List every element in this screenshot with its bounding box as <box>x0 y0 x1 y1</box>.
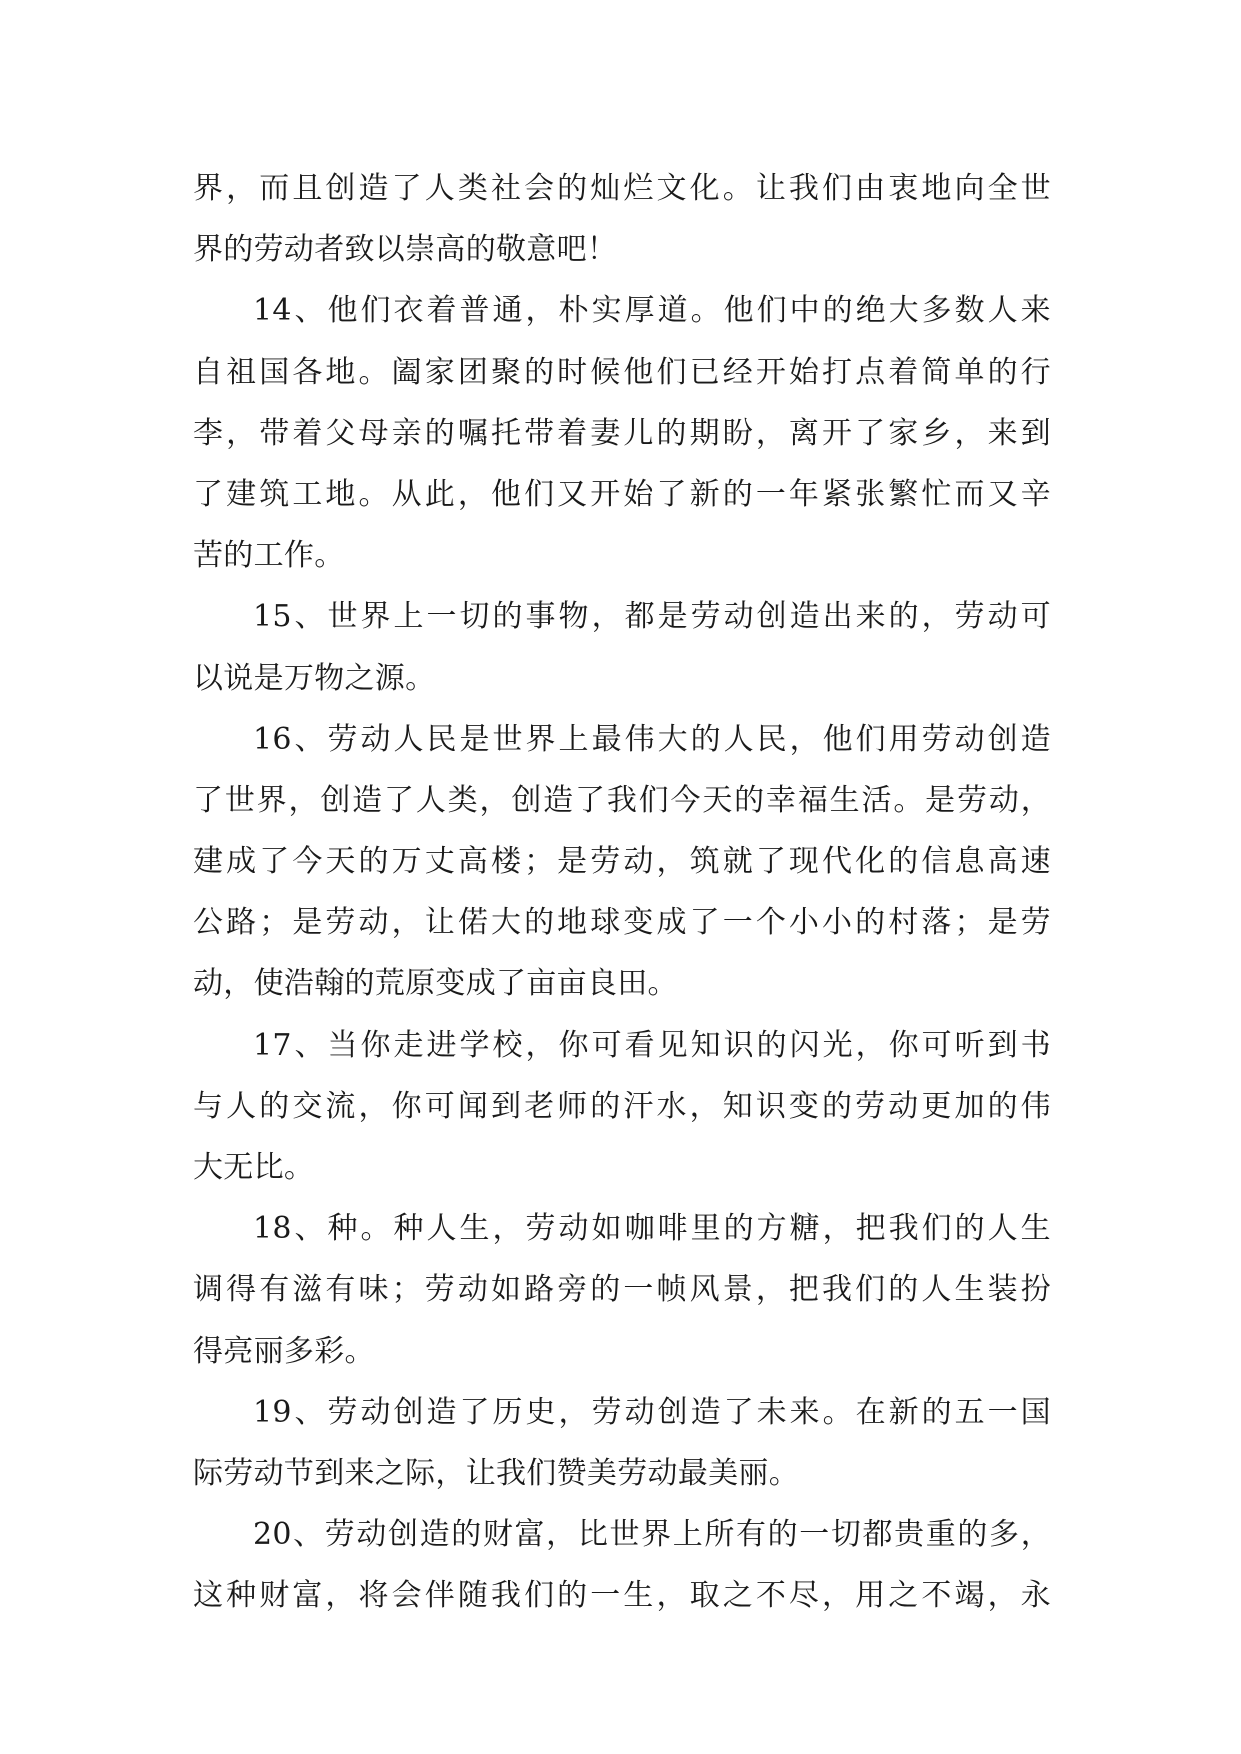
text-line: 自祖国各地。阖家团聚的时候他们已经开始打点着简单的行 <box>193 354 1051 390</box>
text-line: 16、劳动人民是世界上最伟大的人民，他们用劳动创造 <box>253 721 1051 757</box>
text-line: 调得有滋有味；劳动如路旁的一帧风景，把我们的人生装扮 <box>193 1272 1051 1308</box>
text-line: 得亮丽多彩。 <box>193 1333 375 1369</box>
text-line: 大无比。 <box>193 1150 315 1185</box>
text-line: 际劳动节到来之际，让我们赞美劳动最美丽。 <box>193 1455 799 1491</box>
text-line: 这种财富，将会伴随我们的一生，取之不尽，用之不竭，永 <box>193 1578 1051 1614</box>
text-line: 与人的交流，你可闻到老师的汗水，知识变的劳动更加的伟 <box>193 1088 1051 1124</box>
text-line: 了建筑工地。从此，他们又开始了新的一年紧张繁忙而又辛 <box>193 476 1051 512</box>
text-line: 动，使浩翰的荒原变成了亩亩良田。 <box>193 966 678 1002</box>
text-line: 公路；是劳动，让偌大的地球变成了一个小小的村落；是劳 <box>193 905 1051 941</box>
text-line: 了世界，创造了人类，创造了我们今天的幸福生活。是劳动， <box>193 782 1051 818</box>
text-line: 20、劳动创造的财富，比世界上所有的一切都贵重的多， <box>253 1517 1051 1553</box>
text-line: 建成了今天的万丈高楼；是劳动，筑就了现代化的信息高速 <box>193 844 1051 880</box>
text-line: 18、种。种人生，劳动如咖啡里的方糖，把我们的人生 <box>253 1211 1051 1247</box>
document-body <box>193 158 1051 1627</box>
text-line: 李，带着父母亲的嘱托带着妻儿的期盼，离开了家乡，来到 <box>193 415 1051 451</box>
text-line: 17、当你走进学校，你可看见知识的闪光，你可听到书 <box>253 1027 1051 1063</box>
text-line: 14、他们衣着普通，朴实厚道。他们中的绝大多数人来 <box>253 293 1051 329</box>
text-line: 苦的工作。 <box>193 538 345 574</box>
text-line: 19、劳动创造了历史，劳动创造了未来。在新的五一国 <box>253 1394 1051 1430</box>
text-line: 以说是万物之源。 <box>193 660 436 696</box>
text-line: 15、世界上一切的事物，都是劳动创造出来的，劳动可 <box>253 599 1051 635</box>
text-line: 界，而且创造了人类社会的灿烂文化。让我们由衷地向全世 <box>193 171 1051 206</box>
text-line: 界的劳动者致以崇高的敬意吧！ <box>193 232 618 268</box>
